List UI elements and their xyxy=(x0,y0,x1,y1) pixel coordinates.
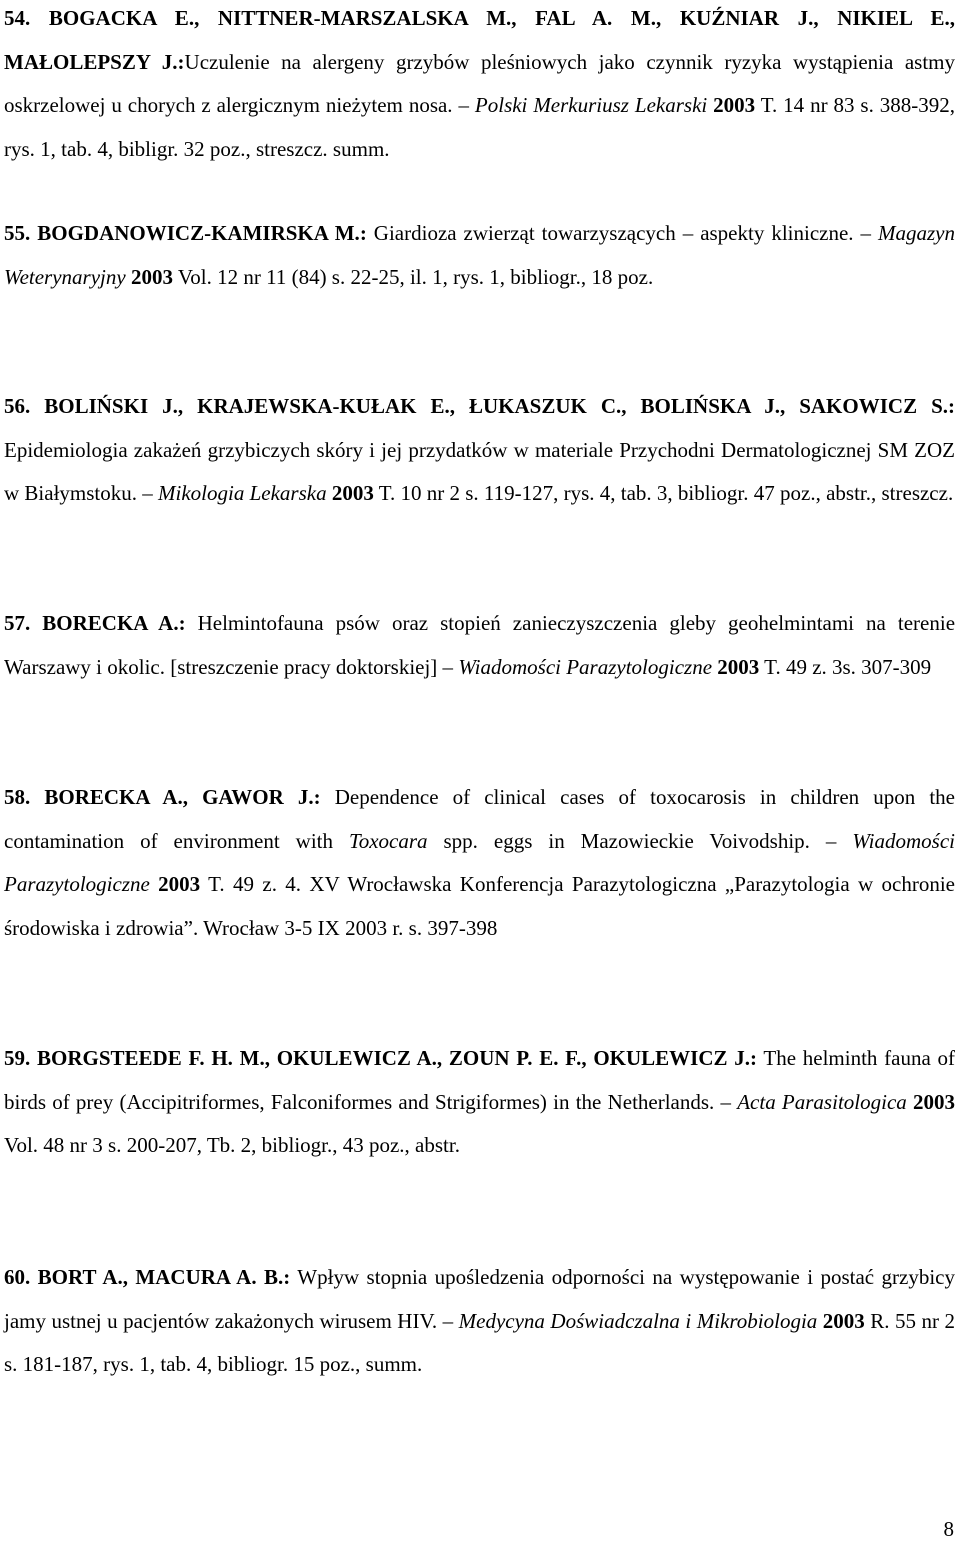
entry-genus: Toxocara xyxy=(348,828,428,853)
entry-number: 55. xyxy=(4,221,31,245)
entry-year: 2003 xyxy=(331,481,374,505)
entry-title: Dependence of clinical cases of toxocarosis in children upon the contamination of environment with xyxy=(4,785,956,853)
entry-year: 2003 xyxy=(913,1089,956,1114)
bibliography-entry-55 xyxy=(4,212,955,299)
entry-authors: BORGSTEEDE F. H. M., OKULEWICZ A., ZOUN P. E. F., OKULEWICZ J. xyxy=(37,1046,751,1070)
entry-authors: BORECKA A., GAWOR J. xyxy=(44,785,314,809)
entry-authors: BORECKA A. xyxy=(42,611,179,635)
entry-authors: BOGACKA E., NITTNER-MARSZALSKA M., FAL A. M., KUŹNIAR J., NIKIEL E., MAŁOLEPSZY J. xyxy=(4,6,955,74)
entry-year: 2003 xyxy=(713,93,756,117)
entry-journal: Medycyna Doświadczalna i Mikrobiologia xyxy=(458,1308,818,1333)
entry-separator: : xyxy=(750,1046,758,1070)
entry-journal: Wiadomości Parazytologiczne xyxy=(4,828,956,896)
entry-separator: : xyxy=(178,611,186,635)
entry-number: 59. xyxy=(4,1046,31,1070)
bibliography-entry-59 xyxy=(4,1037,955,1168)
entry-details: T. 10 nr 2 s. 119-127, rys. 4, tab. 3, bibliogr. 47 poz., abstr., streszcz. xyxy=(378,481,954,505)
page-number: 8 xyxy=(943,1517,954,1541)
bibliography-entry-57 xyxy=(4,602,955,689)
entry-number: 54. xyxy=(4,6,31,30)
bibliography-entry-58 xyxy=(4,776,955,950)
entry-journal: Polski Merkuriusz Lekarski xyxy=(474,93,708,117)
entry-title: Helmintofauna psów oraz stopień zanieczyszczenia gleby geohelmintami na terenie Warszawy i okolic. [streszczenie pracy doktorskiej] – xyxy=(4,611,956,679)
entry-separator: : xyxy=(359,221,367,245)
entry-year: 2003 xyxy=(822,1308,865,1333)
entry-title: Giardioza zwierząt towarzyszących – aspekty kliniczne. – xyxy=(366,221,878,245)
entry-authors: BOLIŃSKI J., KRAJEWSKA-KUŁAK E., ŁUKASZUK C., BOLIŃSKA J., SAKOWICZ S. xyxy=(44,394,948,418)
entry-separator: : xyxy=(948,394,955,418)
entry-title: The helminth fauna of birds of prey (Accipitriformes, Falconiformes and Strigiformes) in the Netherlands. – xyxy=(4,1046,956,1114)
entry-separator: : xyxy=(177,49,185,74)
entry-authors: BOGDANOWICZ-KAMIRSKA M. xyxy=(37,221,360,245)
entry-number: 58. xyxy=(4,785,31,809)
entry-details: R. 55 nr 2 s. 181-187, rys. 1, tab. 4, bibliogr. 15 poz., summ. xyxy=(4,1308,956,1376)
entry-title: Epidemiologia zakażeń grzybiczych skóry i jej przydatków w materiale Przychodni Dermatologicznej SM ZOZ w Białymstoku. – xyxy=(4,437,955,505)
entry-details: T. 14 nr 83 s. 388-392, rys. 1, tab. 4, bibligr. 32 poz., streszcz. summ. xyxy=(4,93,955,161)
entry-authors: BORT A., MACURA A. B. xyxy=(37,1265,284,1289)
entry-title: Wpływ stopnia upośledzenia odporności na występowanie i postać grzybicy jamy ustnej u pacjentów zakażonych wirusem HIV. – xyxy=(4,1265,955,1333)
entry-title: Uczulenie na alergeny grzybów pleśniowych jako czynnik ryzyka wystąpienia astmy oskrzelowej u chorych z alergicznym nieżytem nosa. – xyxy=(4,49,955,117)
entry-number: 57. xyxy=(4,611,31,635)
entry-separator: : xyxy=(313,785,321,809)
entry-separator: : xyxy=(283,1265,291,1289)
entry-title-post: spp. eggs in Mazowieckie Voivodship. – xyxy=(427,828,853,853)
entry-year: 2003 xyxy=(717,654,760,679)
entry-journal: Wiadomości Parazytologiczne xyxy=(458,654,713,679)
entry-number: 60. xyxy=(4,1265,31,1289)
entry-details: Vol. 48 nr 3 s. 200-207, Tb. 2, bibliogr., 43 poz., abstr. xyxy=(4,1133,460,1157)
bibliography-entry-60 xyxy=(4,1256,955,1387)
entry-journal: Acta Parasitologica xyxy=(737,1089,907,1114)
bibliography-entry-56 xyxy=(4,385,955,516)
bibliography-entry-54 xyxy=(4,0,955,171)
entry-journal: Mikologia Lekarska xyxy=(158,481,327,505)
entry-number: 56. xyxy=(4,394,31,418)
entry-details: T. 49 z. 4. XV Wrocławska Konferencja Parazytologiczna „Parazytologia w ochronie środowiska i zdrowia”. Wrocław 3-5 IX 2003 r. s. 397-398 xyxy=(4,872,956,940)
entry-details: T. 49 z. 3s. 307-309 xyxy=(764,654,932,679)
entry-details: Vol. 12 nr 11 (84) s. 22-25, il. 1, rys. 1, bibliogr., 18 poz. xyxy=(177,264,654,289)
entry-year: 2003 xyxy=(130,264,173,289)
entry-journal: Magazyn Weterynaryjny xyxy=(4,221,955,289)
entry-year: 2003 xyxy=(158,872,201,896)
